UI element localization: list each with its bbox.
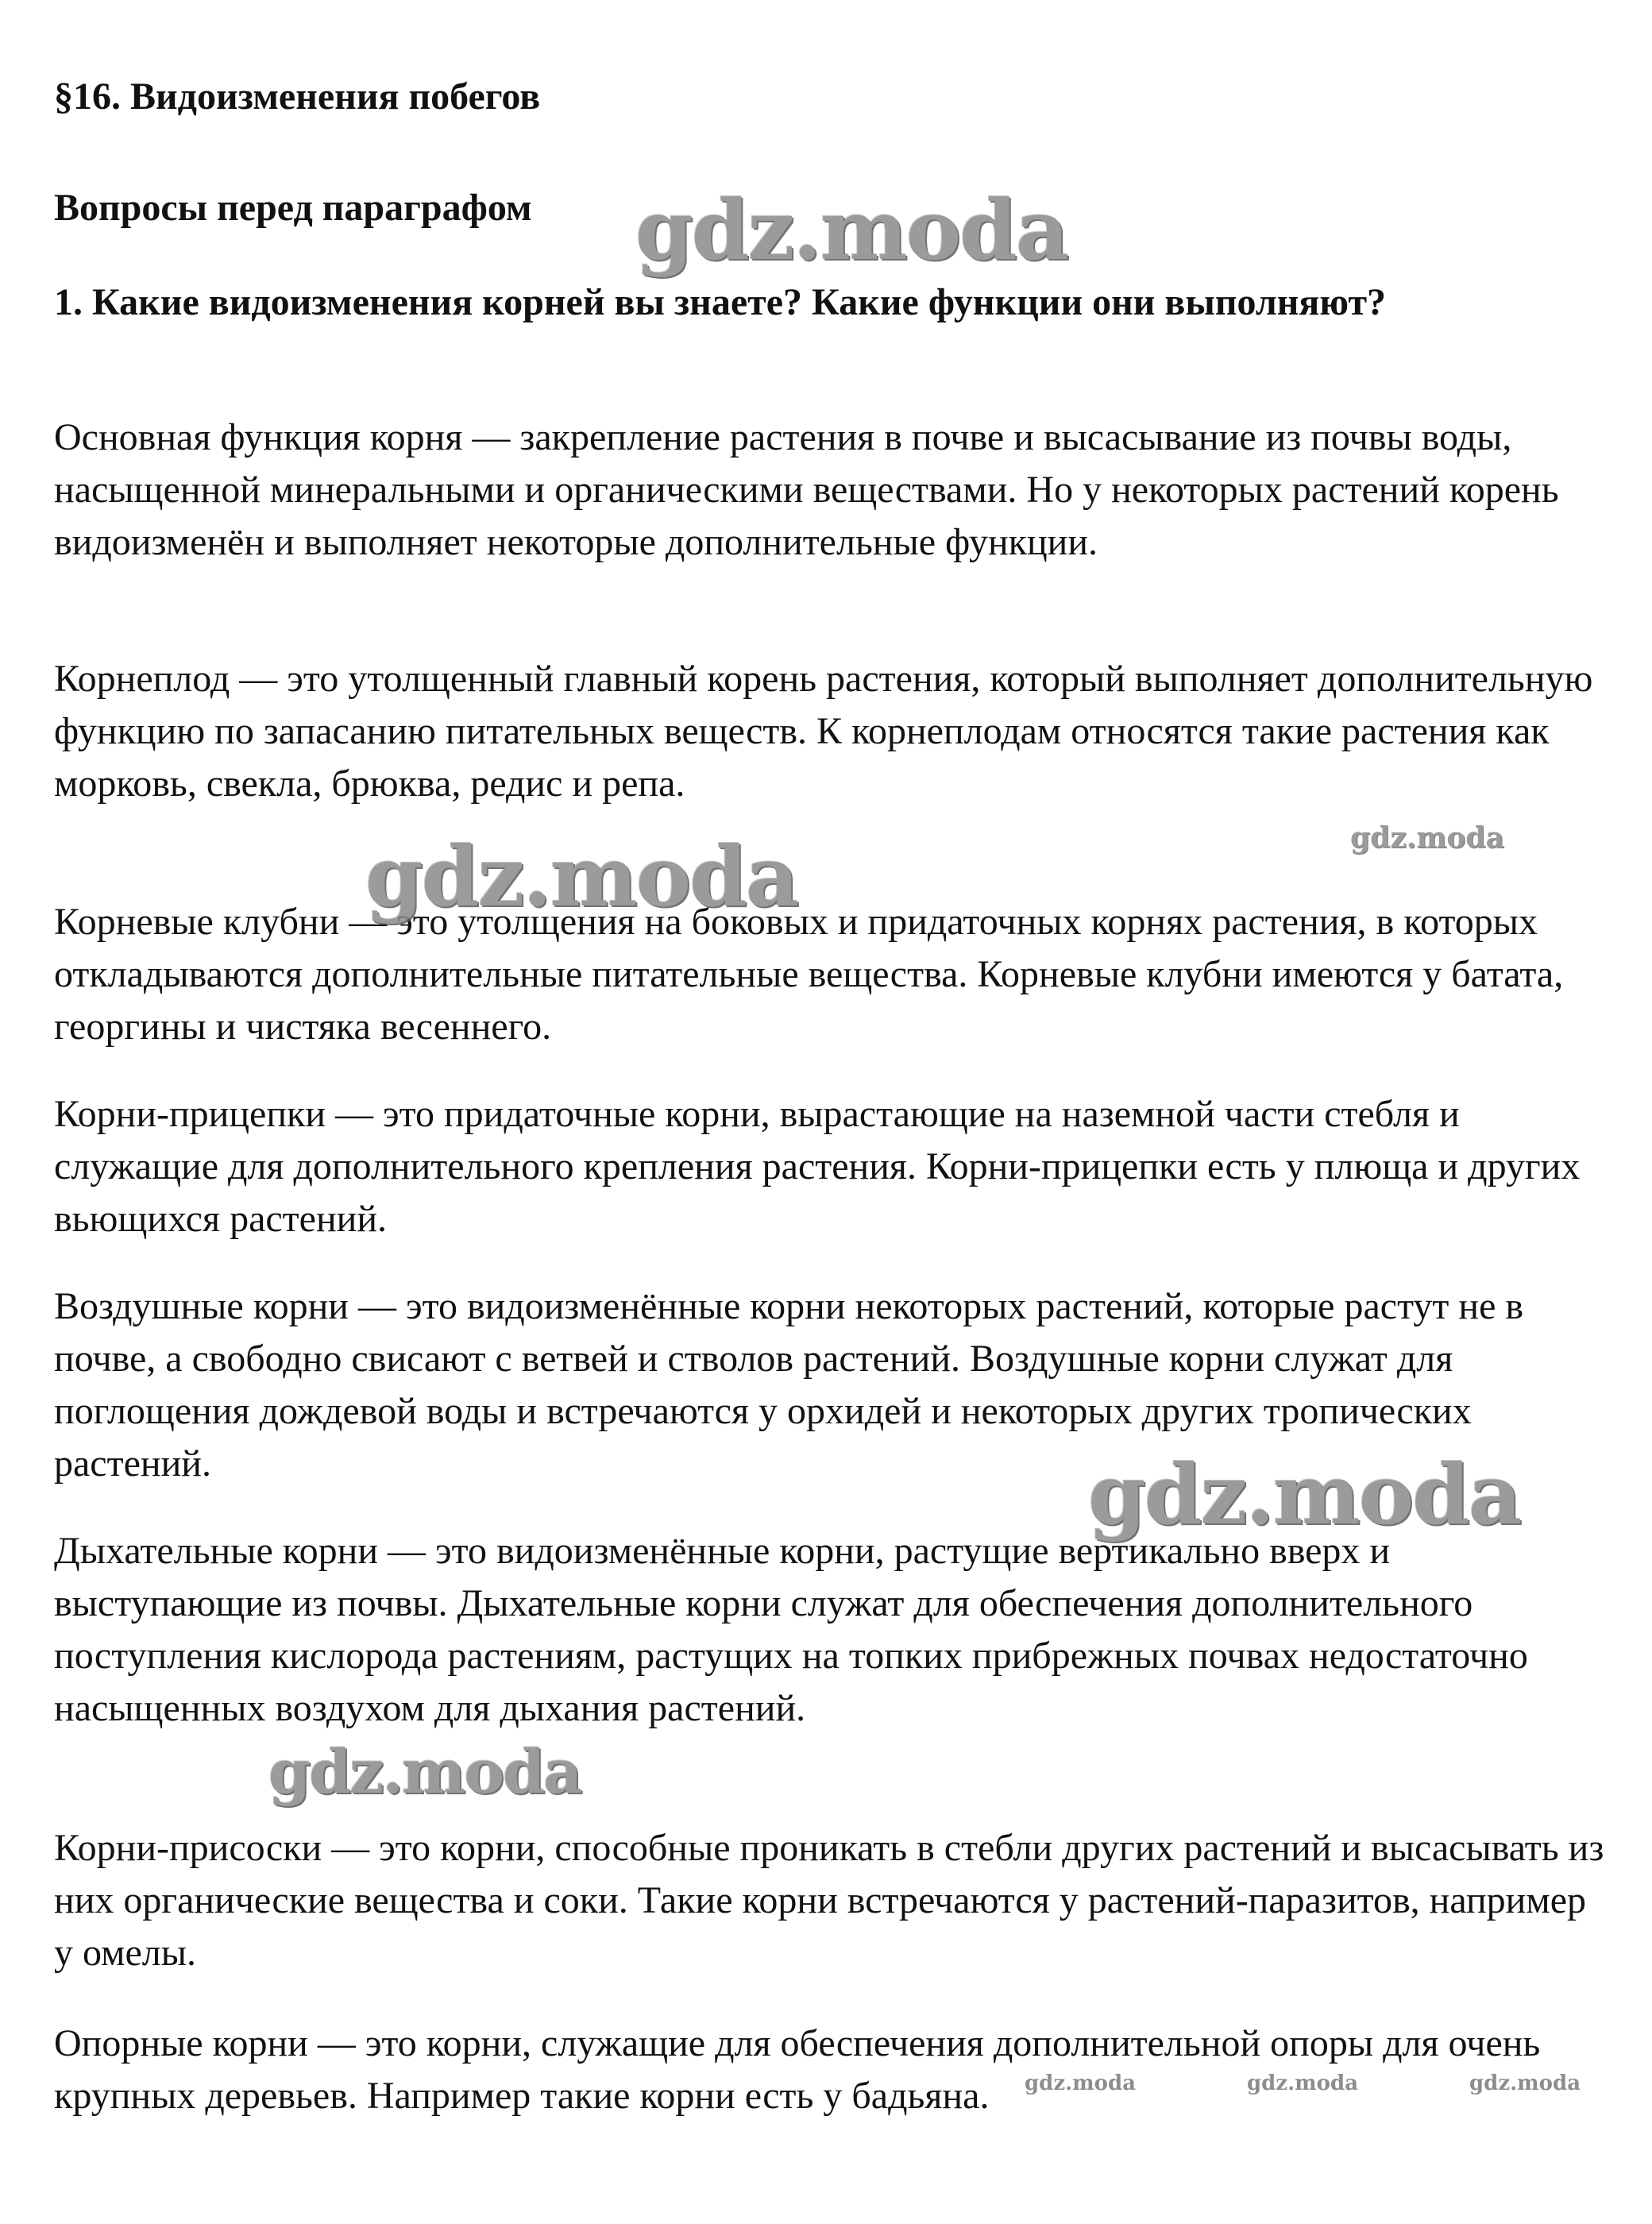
- paragraph-root-crop: Корнеплод — это утолщенный главный корень растения, который выполняет дополнительную функцию по запасанию питательных веществ. К корнеплодам относятся такие растения как морковь, свекла, брюква, редис и репа.: [54, 658, 1593, 805]
- watermark-logo: gdz.moda: [1247, 2071, 1359, 2095]
- watermark-logo: gdz.moda: [1350, 821, 1504, 855]
- paragraph-prop-roots: Опорные корни — это корни, служащие для обеспечения дополнительной опоры для очень крупных деревьев. Например такие корни есть у бадьяна.: [54, 2022, 1541, 2117]
- watermark-logo: gdz.moda: [365, 828, 798, 925]
- paragraph-aerial-roots: Воздушные корни — это видоизменённые корни некоторых растений, которые растут не в почве, а свободно свисают с ветвей и стволов растений. Воздушные корни служат для поглощения дождевой воды и встречаются у орхидей и некоторых других тропических растений.: [54, 1285, 1524, 1485]
- watermark-logo: gdz.moda: [1088, 1446, 1521, 1543]
- section-heading: §16. Видоизменения побегов: [54, 75, 541, 118]
- paragraph-sucker-roots: Корни-присоски — это корни, способные проникать в стебли других растений и высасывать из них органические вещества и соки. Такие корни встречаются у растений-паразитов, например у омелы.: [54, 1827, 1604, 1974]
- paragraph-root-function: Основная функция корня — закрепление растения в почве и высасывание из почвы воды, насыщенной минеральными и органическими веществами. Но у некоторых растений корень видоизменён и выполняет некоторые дополнительные функции.: [54, 416, 1559, 563]
- paragraph-root-tubers: Корневые клубни — это утолщения на боковых и придаточных корнях растения, в которых откладываются дополнительные питательные вещества. Корневые клубни имеются у батата, георгины и чистяка весеннего.: [54, 901, 1564, 1048]
- question-text: 1. Какие видоизменения корней вы знаете? Какие функции они выполняют?: [54, 281, 1387, 323]
- questions-subheading: Вопросы перед параграфом: [54, 187, 532, 229]
- paragraph-breathing-roots: Дыхательные корни — это видоизменённые корни, растущие вертикально вверх и выступающие из почвы. Дыхательные корни служат для обеспечения дополнительного поступления кислорода растениям, растущих на топких прибрежных почвах недостаточно насыщенных воздухом для дыхания растений.: [54, 1530, 1528, 1729]
- watermark-logo: gdz.moda: [635, 181, 1068, 279]
- paragraph-clinging-roots: Корни-прицепки — это придаточные корни, вырастающие на наземной части стебля и служащие для дополнительного крепления растения. Корни-прицепки есть у плюща и других вьющихся растений.: [54, 1093, 1581, 1240]
- watermark-logo: gdz.moda: [1469, 2071, 1581, 2095]
- watermark-logo: gdz.moda: [268, 1736, 581, 1807]
- watermark-logo: gdz.moda: [1025, 2071, 1137, 2095]
